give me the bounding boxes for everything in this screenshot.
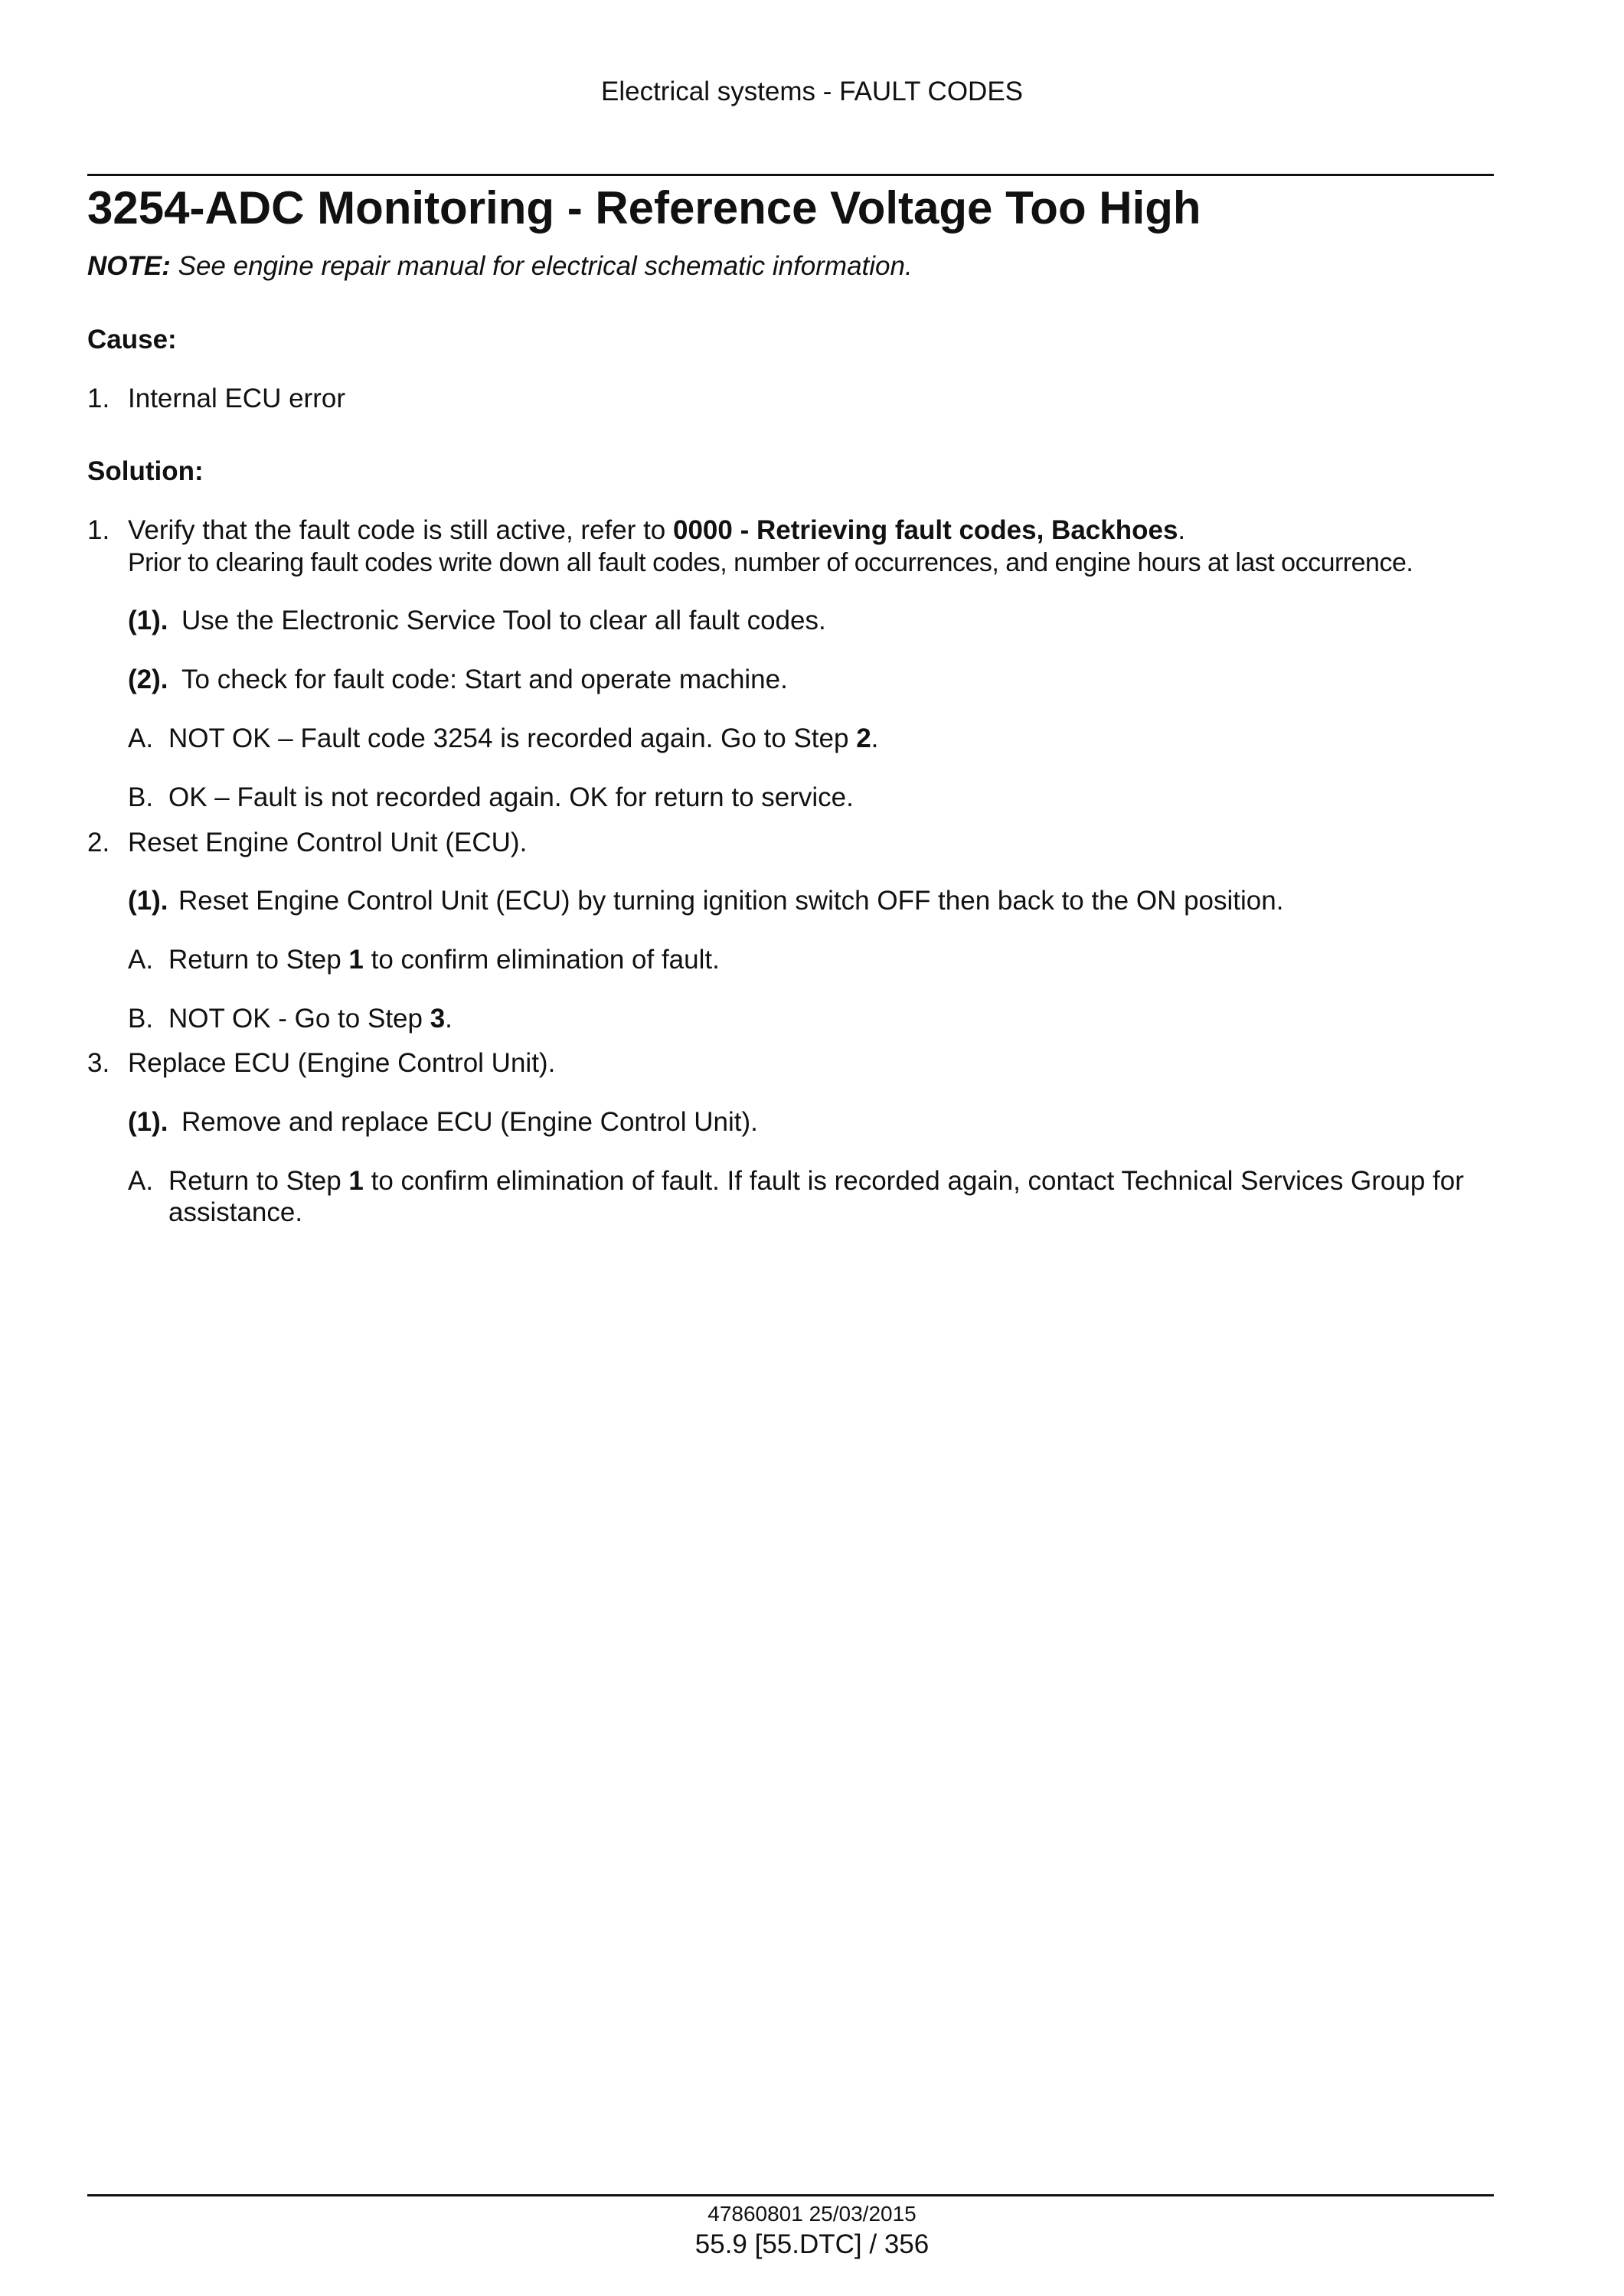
step-1-sub-2: [128, 663, 788, 697]
step-1-text-after: .: [1178, 515, 1186, 545]
step-2-option-b-text: NOT OK - Go to Step 3.: [168, 1004, 453, 1034]
step-2-option-a: [128, 943, 720, 977]
header-rule: [87, 174, 1494, 176]
step-3-marker: 3.: [87, 1048, 110, 1078]
step-reference: 3: [430, 1004, 446, 1034]
step-2-option-a-text: Return to Step 1 to confirm elimination of fault.: [168, 945, 720, 975]
step-3-option-a: [128, 1164, 1464, 1198]
retrieving-fault-codes-reference: 0000 - Retrieving fault codes, Backhoes: [673, 515, 1178, 545]
footer-rule: [87, 2194, 1494, 2196]
step-1-option-b-text: OK – Fault is not recorded again. OK for return to service.: [168, 782, 854, 812]
step-2-sub-1-text: Reset Engine Control Unit (ECU) by turning ignition switch OFF then back to the ON position.: [178, 886, 1284, 916]
step-1-sub-2-text: To check for fault code: Start and operate machine.: [181, 665, 788, 694]
step-1-sub-1: [128, 604, 826, 638]
step-3-sub-1-text: Remove and replace ECU (Engine Control Unit).: [181, 1107, 758, 1137]
footer-page-reference: 55.9 [55.DTC] / 356: [694, 2229, 930, 2259]
step-3-option-a-text: Return to Step 1 to confirm elimination of fault. If fault is recorded again, contact Technical Services Group for: [168, 1166, 1464, 1196]
cause-item-marker: 1.: [87, 384, 110, 413]
step-1-sub-1-marker: (1).: [128, 606, 168, 635]
note-text: See engine repair manual for electrical schematic information.: [170, 251, 913, 281]
step-2-sub-1: [128, 884, 1284, 918]
step-2-marker: 2.: [87, 828, 110, 857]
step-1-line-2: Prior to clearing fault codes write down all fault codes, number of occurrences, and engine hours at last occurrence.: [128, 548, 1413, 577]
step-reference: 1: [348, 1166, 364, 1196]
step-1-option-a-marker: A.: [128, 723, 154, 753]
step-2-option-a-marker: A.: [128, 945, 154, 975]
running-header: Electrical systems - FAULT CODES: [600, 77, 1024, 106]
step-2-sub-1-marker: (1).: [128, 886, 168, 916]
step-1-text-before: Verify that the fault code is still active, refer to: [128, 515, 673, 545]
step-1-option-a-text: NOT OK – Fault code 3254 is recorded again. Go to Step 2.: [168, 723, 879, 753]
step-1-option-b-marker: B.: [128, 782, 154, 812]
step-1-option-a: [128, 722, 879, 756]
cause-heading: Cause:: [87, 325, 177, 354]
step-3-option-a-marker: A.: [128, 1166, 154, 1196]
step-2-option-b: [128, 1002, 453, 1036]
cause-item-text: Internal ECU error: [128, 384, 345, 413]
note: [87, 250, 913, 283]
step-2-text: Reset Engine Control Unit (ECU).: [128, 828, 528, 857]
solution-heading: Solution:: [87, 456, 204, 486]
step-2-option-b-marker: B.: [128, 1004, 154, 1034]
footer-document-info: 47860801 25/03/2015: [707, 2202, 917, 2226]
step-3-sub-1-marker: (1).: [128, 1107, 168, 1137]
step-3-option-a-line-2: assistance.: [168, 1197, 303, 1227]
step-1-option-b: [128, 781, 854, 815]
step-reference: 1: [348, 945, 364, 975]
page-title: 3254-ADC Monitoring - Reference Voltage Too High: [87, 182, 1201, 234]
step-1-sub-1-text: Use the Electronic Service Tool to clear all fault codes.: [181, 606, 826, 635]
step-reference: 2: [856, 723, 871, 753]
step-1-sub-2-marker: (2).: [128, 665, 168, 694]
step-3-text: Replace ECU (Engine Control Unit).: [128, 1048, 556, 1078]
step-1-text: [128, 514, 1185, 547]
step-1-marker: 1.: [87, 515, 110, 545]
step-3-sub-1: [128, 1106, 758, 1139]
note-label: NOTE:: [87, 251, 171, 281]
